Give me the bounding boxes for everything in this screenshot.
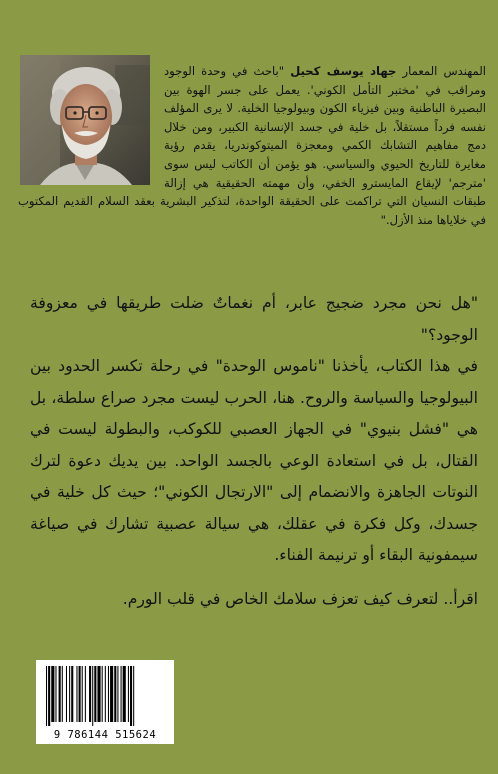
barcode-bar — [123, 666, 126, 722]
barcode-bar — [48, 666, 50, 726]
barcode-bar — [97, 666, 100, 722]
barcode-bar — [114, 666, 116, 722]
isbn-barcode — [36, 660, 174, 744]
author-bio — [18, 62, 486, 229]
barcode-bar — [85, 666, 86, 722]
barcode-bar — [92, 666, 93, 726]
barcode-bar — [82, 666, 83, 722]
barcode-bar — [89, 666, 91, 722]
barcode-bar — [76, 666, 77, 722]
barcode-bar — [55, 666, 56, 722]
barcode-bar — [62, 666, 63, 722]
barcode-bar — [71, 666, 73, 722]
author-name: جهاد يوسف كحيل — [290, 64, 397, 78]
barcode-bar — [105, 666, 106, 722]
blurb-closing: اقرأ.. لتعرف كيف تعزف سلامك الخاص في قلب الورم. — [122, 589, 478, 608]
barcode-bar — [46, 666, 47, 726]
barcode-bar — [102, 666, 103, 722]
blurb-quote: "هل نحن مجرد ضجيج عابر، أم نغماتٌ ضلت طريقها في معزوفة الوجود؟" — [30, 294, 478, 344]
barcode-bar — [117, 666, 118, 722]
barcode-bar — [110, 666, 113, 722]
bio-text: "باحث في وحدة الوجود ومراقب في 'مختبر التأمل الكوني'. يعمل على جسر الهوة بين البصيرة الباطنية وبين فيزياء الكون وبيولوجيا الخلية. لا يرى المؤلف نفسه فرداً مستقلاً، بل خلية في جسد الإنسانية الكبير، ومن خلال دمج مفاهيم التشابك الكمي ومعجزة الميتوكوندريا، يقدم رؤية مغايرة للتاريخ الحيوي والسياسي. هو يؤمن أن الكاتب ليس سوى 'مترجم' لإيقاع المايسترو الخفي، وأن مهمته الحقيقية هي إزالة طبقات النسيان التي تراكمت على الحقيقة الواحدة، لتذكير البشرية بعقد السلام القديم المكتوب في خلاياها منذ الأزل." — [18, 64, 486, 227]
barcode-bar — [59, 666, 61, 722]
barcode-bar — [79, 666, 81, 722]
barcode-bar — [66, 666, 67, 722]
barcode-bar — [94, 666, 96, 722]
barcode-bar — [130, 666, 132, 726]
barcode-bar — [133, 666, 134, 726]
barcode-bar — [128, 666, 129, 722]
bio-intro: المهندس المعمار — [402, 64, 486, 78]
barcode-icon — [36, 660, 174, 730]
barcode-bar — [108, 666, 109, 722]
blurb-body: في هذا الكتاب، يأخذنا "ناموس الوحدة" في رحلة تكسر الحدود بين البيولوجيا والسياسة والروح. هنا، الحرب ليست مجرد صراع سلطة، بل هي "فشل بنيوي" في الجهاز العصبي للكوكب، والبطولة ليست في القتال، بل في استعادة الوعي بالجسد الواحد. بين يديك دعوة لترك النوتات الجاهزة والانضمام إلى "الارتجال الكوني"؛ حيث كل خلية في جسدك، وكل فكرة في عقلك، هي سيالة عصبية تشارك في صياغة سيمفونية البقاء أو ترنيمة الفناء. — [30, 357, 478, 564]
barcode-bar — [69, 666, 70, 722]
barcode-bar — [51, 666, 54, 722]
barcode-bar — [121, 666, 122, 722]
blurb — [30, 288, 478, 615]
isbn-number: 9 786144 515624 — [53, 729, 157, 741]
